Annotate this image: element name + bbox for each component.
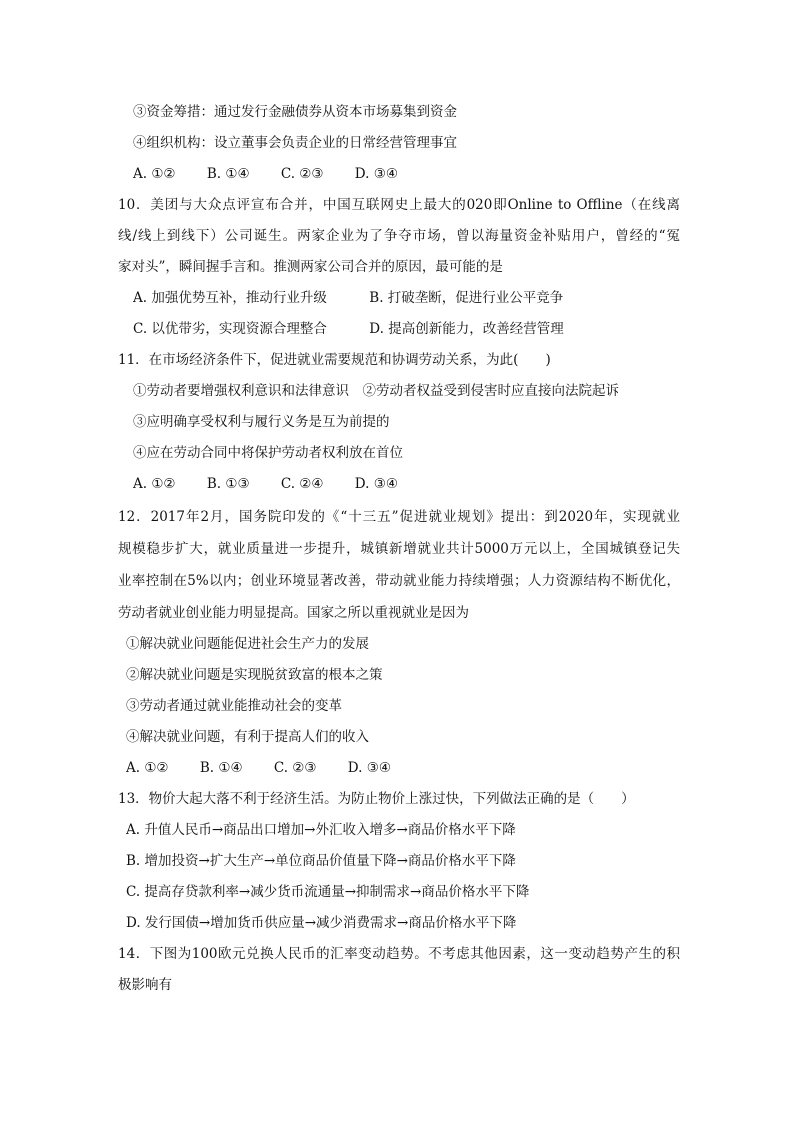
q10-option-b[interactable]: B. 打破垄断，促进行业公平竞争 [369, 290, 564, 306]
q10-options-row-2 [133, 319, 564, 339]
q11-options [133, 474, 425, 494]
q12-option-b[interactable]: B. ①④ [199, 760, 243, 776]
q9-option-c[interactable]: C. ②③ [280, 166, 324, 182]
q11-statement-4: ④应在劳动合同中将保护劳动者权利放在首位 [133, 445, 403, 461]
q10-stem-line-1: 10．美团与大众点评宣布合并，中国互联网史上最大的020即Online to Offline（在线离 [118, 197, 680, 213]
q13-stem: 13．物价大起大落不利于经济生活。为防止物价上涨过快，下列做法正确的是（ ） [118, 791, 635, 807]
q12-option-d[interactable]: D. ③④ [347, 760, 391, 776]
q10-option-a[interactable]: A. 加强优势互补，推动行业升级 [133, 290, 327, 306]
q9-option-a[interactable]: A. ①② [133, 166, 176, 182]
q11-option-b[interactable]: B. ①③ [206, 476, 250, 492]
q11-stem: 11．在市场经济条件下，促进就业需要规范和协调劳动关系，为此( ) [118, 352, 551, 368]
q9-option-d[interactable]: D. ③④ [354, 166, 398, 182]
q11-option-a[interactable]: A. ①② [133, 476, 176, 492]
q11-statement-3: ③应明确享受权利与履行义务是互为前提的 [133, 414, 390, 430]
q9-statement-3: ③资金筹措：通过发行金融债券从资本市场募集到资金 [133, 104, 457, 120]
q12-options [126, 758, 418, 778]
q12-stem-line-1: 12．2017年2月，国务院印发的《“十三五”促进就业规划》提出：到2020年，实现就业 [118, 509, 680, 525]
q14-stem-line-2: 极影响有 [118, 977, 172, 993]
q12-stem-line-3: 业率控制在5%以内；创业环境显著改善，带动就业能力持续增强；人力资源结构不断优化， [118, 573, 680, 589]
q14-stem-line-1: 14．下图为100欧元兑换人民币的汇率变动趋势。不考虑其他因素，这一变动趋势产生的积 [118, 946, 680, 962]
q13-option-d[interactable]: D. 发行国债→增加货币供应量→减少消费需求→商品价格水平下降 [126, 915, 517, 931]
q9-option-b[interactable]: B. ①④ [206, 166, 250, 182]
q12-statement-1: ①解决就业问题能促进社会生产力的发展 [126, 636, 369, 652]
q10-options-row-1 [133, 288, 563, 308]
q12-statement-3: ③劳动者通过就业能推动社会的变革 [126, 698, 342, 714]
q13-option-a[interactable]: A. 升值人民币→商品出口增加→外汇收入增多→商品价格水平下降 [126, 822, 516, 838]
q12-stem-line-2: 规模稳步扩大，就业质量进一步提升，城镇新增就业共计5000万元以上，全国城镇登记失 [118, 541, 680, 557]
q12-statement-2: ②解决就业问题是实现脱贫致富的根本之策 [126, 667, 383, 683]
q11-option-d[interactable]: D. ③④ [354, 476, 398, 492]
q10-option-c[interactable]: C. 以优带劣，实现资源合理整合 [133, 321, 327, 337]
q10-stem-line-3: 家对头”，瞬间握手言和。推测两家公司合并的原因，最可能的是 [118, 259, 503, 275]
q13-option-b[interactable]: B. 增加投资→扩大生产→单位商品价值量下降→商品价格水平下降 [126, 853, 516, 869]
q12-option-a[interactable]: A. ①② [126, 760, 169, 776]
q10-option-d[interactable]: D. 提高创新能力，改善经营管理 [369, 321, 564, 337]
q9-options [133, 164, 425, 184]
q11-option-c[interactable]: C. ②④ [280, 476, 324, 492]
q11-statements-1-2: ①劳动者要增强权利意识和法律意识 ②劳动者权益受到侵害时应直接向法院起诉 [133, 383, 619, 399]
q12-stem-line-4: 劳动者就业创业能力明显提高。国家之所以重视就业是因为 [118, 605, 469, 621]
q9-statement-4: ④组织机构：设立董事会负责企业的日常经营管理事宜 [133, 135, 457, 151]
q13-option-c[interactable]: C. 提高存贷款利率→减少货币流通量→抑制需求→商品价格水平下降 [126, 884, 530, 900]
q12-statement-4: ④解决就业问题，有利于提高人们的收入 [126, 729, 369, 745]
q12-option-c[interactable]: C. ②③ [273, 760, 317, 776]
q10-stem-line-2: 线/线上到线下）公司诞生。两家企业为了争夺市场，曾以海量资金补贴用户，曾经的“冤 [118, 228, 680, 244]
